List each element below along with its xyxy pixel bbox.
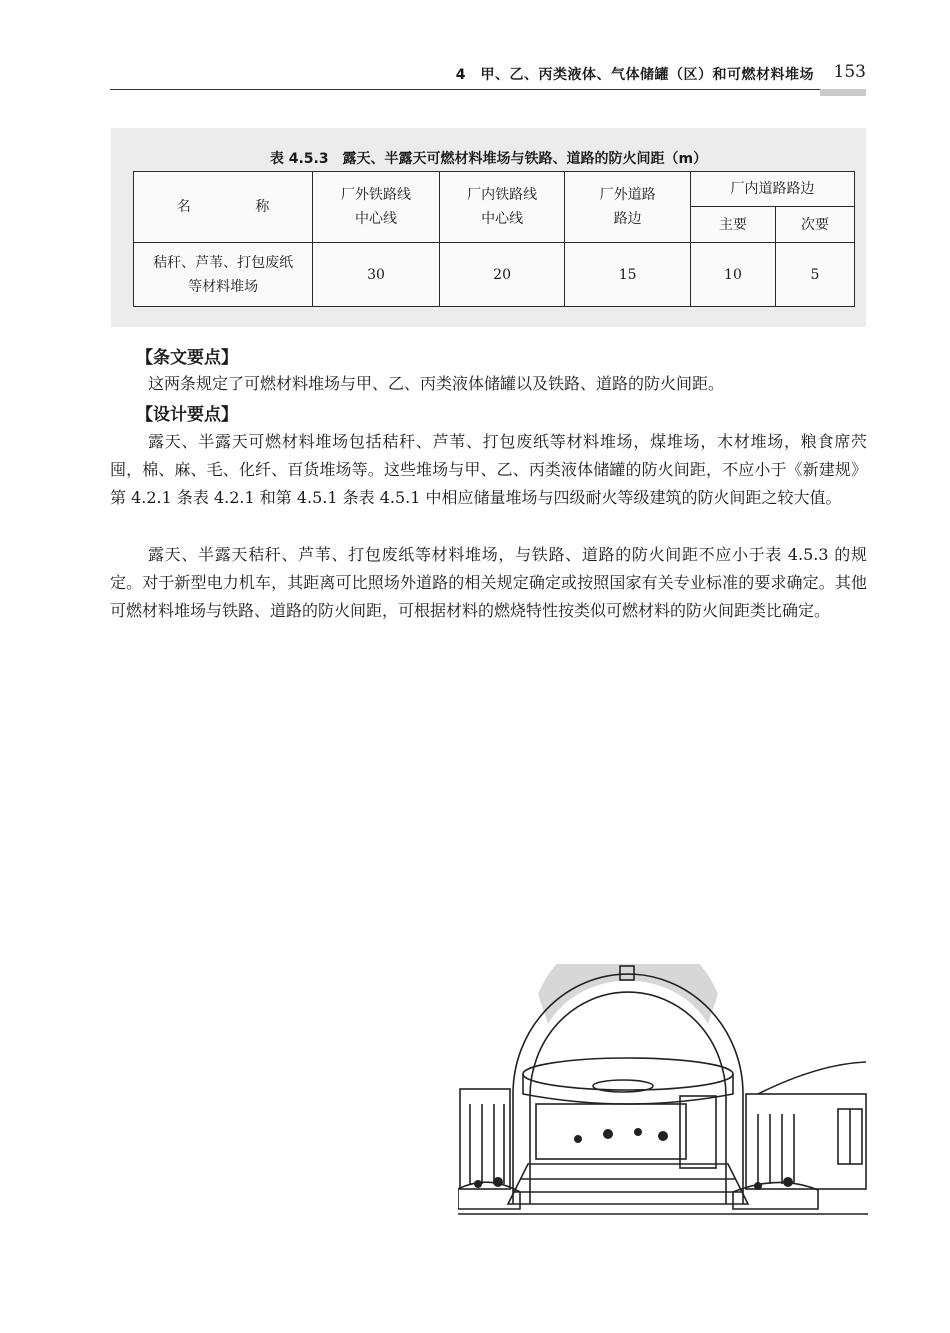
header-inside-road: 厂内道路路边 — [690, 172, 854, 207]
value-inside-main: 10 — [690, 243, 775, 307]
header-outside-road: 厂外道路 路边 — [565, 172, 691, 243]
header-name: 名 称 — [134, 172, 313, 243]
header-rule — [110, 89, 866, 90]
table-panel — [111, 128, 866, 327]
building-entrance-illustration — [458, 964, 868, 1226]
row-name-cell: 秸秆、芦苇、打包废纸 等材料堆场 — [134, 243, 313, 307]
header-main: 主要 — [690, 207, 775, 243]
header-tab-decoration — [820, 89, 866, 96]
table-caption: 表 4.5.3 露天、半露天可燃材料堆场与铁路、道路的防火间距（m） — [269, 151, 708, 167]
value-outside-rail: 30 — [313, 243, 440, 307]
value-inside-secondary: 5 — [775, 243, 854, 307]
header-outside-rail: 厂外铁路线 中心线 — [313, 172, 440, 243]
page-number: 153 — [833, 62, 866, 82]
header-secondary: 次要 — [775, 207, 854, 243]
value-outside-road: 15 — [565, 243, 691, 307]
header-title: 4 甲、乙、丙类液体、气体储罐（区）和可燃材料堆场 — [455, 67, 814, 83]
header-inside-rail: 厂内铁路线 中心线 — [439, 172, 565, 243]
design-paragraph-2: 露天、半露天秸秆、芦苇、打包废纸等材料堆场，与铁路、道路的防火间距不应小于表 4.5.3 的规定。对于新型电力机车，其距离可比照场外道路的相关规定确定或按照国家有关专业标准的要求确定。其他可燃材料堆场与铁路、道路的防火间距，可根据材料的燃烧特性按类似可燃材料的防火间距类比确定。 — [110, 545, 867, 620]
fire-distance-table — [133, 171, 855, 307]
running-header — [110, 62, 866, 88]
clause-paragraph: 这两条规定了可燃材料堆场与甲、乙、丙类液体储罐以及铁路、道路的防火间距。 — [148, 374, 725, 393]
section-heading-design: 【设计要点】 — [136, 405, 238, 425]
value-inside-rail: 20 — [439, 243, 565, 307]
design-paragraph-1: 露天、半露天可燃材料堆场包括秸秆、芦苇、打包废纸等材料堆场，煤堆场，木材堆场，粮食席茓囤，棉、麻、毛、化纤、百货堆场等。这些堆场与甲、乙、丙类液体储罐的防火间距，不应小于《新建规》第 4.2.1 条表 4.2.1 和第 4.5.1 条表 4.5.1 中相应储量堆场与四级耐火等级建筑的防火间距之较大值。 — [110, 432, 867, 507]
section-heading-clause: 【条文要点】 — [136, 348, 238, 368]
